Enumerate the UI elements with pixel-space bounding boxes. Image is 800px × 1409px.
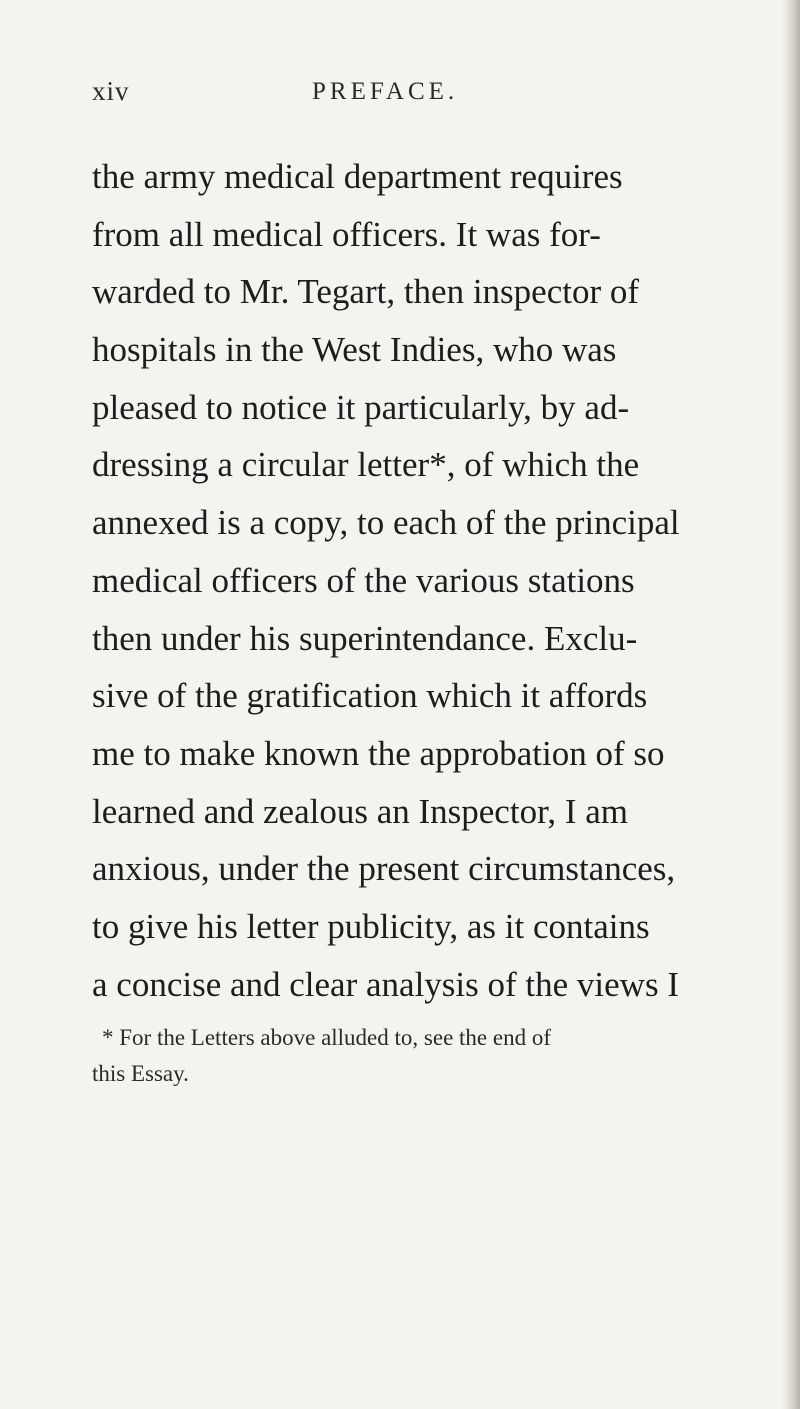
page-number: xiv — [92, 76, 130, 106]
text-line: hospitals in the West Indies, who was — [92, 330, 617, 370]
body-text — [92, 148, 732, 1013]
text-line: to give his letter publicity, as it contains — [92, 906, 650, 946]
footnote — [92, 1020, 732, 1092]
page-edge-shadow — [782, 0, 800, 1409]
text-line: annexed is a copy, to each of the principal — [92, 503, 680, 543]
text-line: pleased to notice it particularly, by ad- — [92, 387, 630, 427]
text-line: the army medical department requires — [92, 157, 623, 196]
text-line: a concise and clear analysis of the views I — [92, 964, 679, 1004]
text-line: warded to Mr. Tegart, then inspector of — [92, 272, 640, 312]
text-line: medical officers of the various stations — [92, 560, 635, 600]
footnote-line: * For the Letters above alluded to, see the end of — [102, 1025, 551, 1050]
running-head-title: PREFACE. — [312, 78, 459, 105]
text-line: me to make known the approbation of so — [92, 733, 665, 773]
text-line: from all medical officers. It was for- — [92, 214, 601, 254]
text-line: then under his superintendance. Exclu- — [92, 618, 638, 658]
footnote-line: this Essay. — [92, 1061, 189, 1086]
running-head — [92, 76, 692, 116]
text-line: dressing a circular letter*, of which the — [92, 445, 640, 485]
text-line: anxious, under the present circumstances, — [92, 849, 676, 889]
text-line: learned and zealous an Inspector, I am — [92, 791, 628, 831]
text-line: sive of the gratification which it affords — [92, 676, 648, 716]
